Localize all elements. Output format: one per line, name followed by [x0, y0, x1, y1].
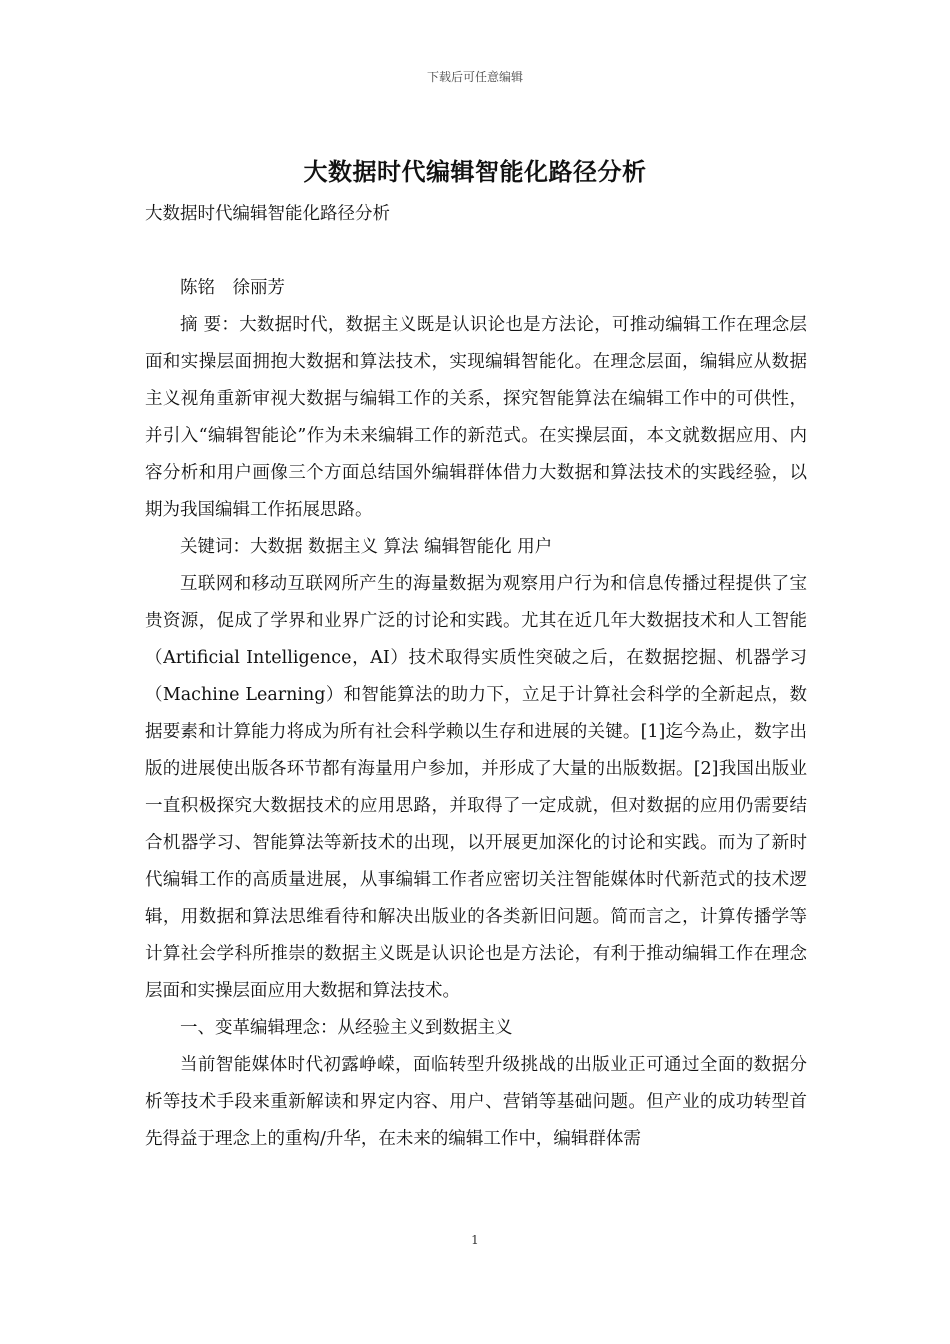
paragraph: 互联网和移动互联网所产生的海量数据为观察用户行为和信息传播过程提供了宝贵资源，促成了学界和业界广泛的讨论和实践。尤其在近几年大数据技术和人工智能（Artificial Intelligence，AI）技术取得实质性突破之后，在数据挖掘、机器学习（Machine Learning）和智能算法的助力下，立足于计算社会科学的全新起点，数据要素和计算能力将成为所有社会科学赖以生存和进展的关键。[1]迄今為止，数字出版的进展使出版各环节都有海量用户参加，并形成了大量的出版数据。[2]我国出版业一直积极探究大数据技术的应用思路，并取得了一定成就，但对数据的应用仍需要结合机器学习、智能算法等新技术的出现，以开展更加深化的讨论和实践。而为了新时代编辑工作的高质量进展，从事编辑工作者应密切关注智能媒体时代新范式的技术逻辑，用数据和算法思维看待和解决出版业的各类新旧问题。简而言之，计算传播学等计算社会学科所推崇的数据主义既是认识论也是方法论，有利于推动编辑工作在理念层面和实操层面应用大数据和算法技术。: [145, 574, 807, 1001]
header-note: 下载后可任意编辑: [426, 70, 523, 84]
keywords: 关键词：大数据 数据主义 算法 编辑智能化 用户: [180, 537, 553, 557]
authors: 陈铭 徐丽芳: [180, 278, 285, 298]
subtitle: 大数据时代编辑智能化路径分析: [145, 204, 390, 224]
paragraph: 当前智能媒体时代初露峥嵘，面临转型升级挑战的出版业正可通过全面的数据分析等技术手段来重新解读和界定内容、用户、营销等基础问题。但产业的成功转型首先得益于理念上的重构/升华，在未来的编辑工作中，编辑群体需: [145, 1055, 807, 1149]
blank-line: [145, 233, 807, 270]
section-heading: 一、变革编辑理念：从经验主义到数据主义: [180, 1018, 513, 1038]
abstract: 摘 要：大数据时代，数据主义既是认识论也是方法论，可推动编辑工作在理念层面和实操层面拥抱大数据和算法技术，实现编辑智能化。在理念层面，编辑应从数据主义视角重新审视大数据与编辑工作的关系，探究智能算法在编辑工作中的可供性，并引入“编辑智能论”作为未来编辑工作的新范式。在实操层面，本文就数据应用、内容分析和用户画像三个方面总结国外编辑群体借力大数据和算法技术的实践经验，以期为我国编辑工作拓展思路。: [145, 315, 807, 520]
page-number: 1: [471, 1233, 479, 1247]
document-body: [145, 196, 807, 1158]
document-title: 大数据时代编辑智能化路径分析: [303, 157, 647, 186]
